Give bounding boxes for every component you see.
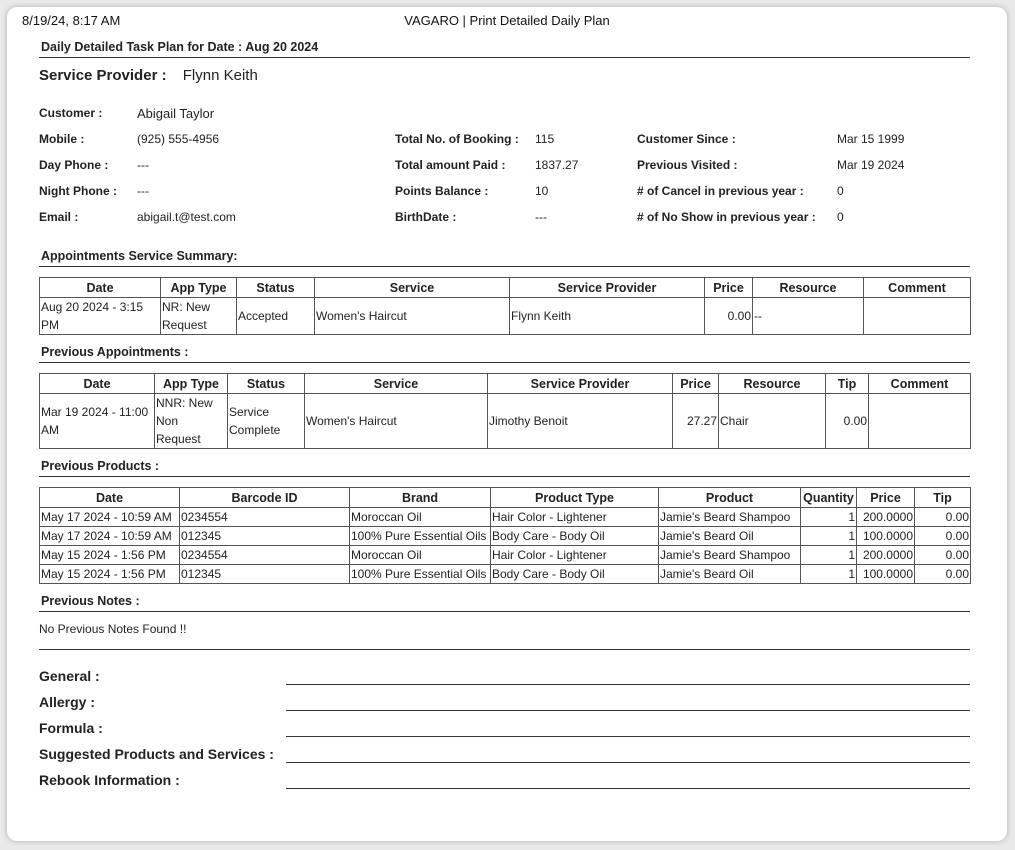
table-header: Service: [305, 374, 488, 394]
table-cell: 0.00: [826, 394, 869, 449]
print-datetime: 8/19/24, 8:17 AM: [22, 13, 121, 28]
table-header: Date: [40, 374, 155, 394]
table-header: Price: [857, 488, 915, 508]
table-row: [40, 394, 971, 449]
service-provider-name: Flynn Keith: [182, 67, 258, 84]
table-cell: Accepted: [237, 298, 315, 335]
table-header: Resource: [719, 374, 826, 394]
table-header: App Type: [155, 374, 228, 394]
suggested-label: Suggested Products and Services :: [39, 746, 274, 762]
formula-label: Formula :: [39, 720, 103, 736]
prev-visited-label: Previous Visited :: [637, 158, 738, 172]
general-label: General :: [39, 668, 100, 684]
table-header: Brand: [350, 488, 491, 508]
table-header: Date: [40, 278, 161, 298]
rebook-field: [39, 766, 970, 792]
prev-visited-value: Mar 19 2024: [837, 158, 905, 172]
email-value: abigail.t@test.com: [137, 210, 236, 224]
table-cell: 200.0000: [857, 508, 915, 527]
table-cell: 0234554: [180, 508, 350, 527]
table-header: Status: [237, 278, 315, 298]
prev-products-title: Previous Products :: [39, 459, 970, 477]
table-cell: --: [753, 298, 864, 335]
table-header: Price: [673, 374, 719, 394]
night-phone-value: ---: [137, 184, 149, 198]
table-cell: 100% Pure Essential Oils: [350, 565, 491, 584]
table-header: Status: [228, 374, 305, 394]
table-cell: 0.00: [705, 298, 753, 335]
appt-summary-header-row: [40, 278, 971, 298]
noshow-count-value: 0: [837, 210, 844, 224]
night-phone-label: Night Phone :: [39, 184, 117, 198]
table-cell: 1: [801, 546, 857, 565]
table-cell: [869, 394, 971, 449]
table-cell: Jamie's Beard Oil: [659, 527, 801, 546]
table-cell: 100.0000: [857, 565, 915, 584]
table-header: Service: [315, 278, 510, 298]
total-booking-value: 115: [535, 132, 555, 146]
birthdate-label: BirthDate :: [395, 210, 457, 224]
table-cell: 0.00: [915, 527, 971, 546]
table-cell: Jamie's Beard Shampoo: [659, 546, 801, 565]
cancel-count-label: # of Cancel in previous year :: [637, 184, 804, 198]
customer-since-label: Customer Since :: [637, 132, 736, 146]
table-cell: Body Care - Body Oil: [491, 527, 659, 546]
table-cell: 0.00: [915, 546, 971, 565]
table-header: Barcode ID: [180, 488, 350, 508]
table-header: Resource: [753, 278, 864, 298]
print-title: VAGARO | Print Detailed Daily Plan: [404, 13, 610, 28]
cancel-count-value: 0: [837, 184, 844, 198]
appt-summary-table: [39, 277, 971, 335]
table-cell: 0.00: [915, 508, 971, 527]
formula-line: [286, 736, 970, 737]
allergy-line: [286, 710, 970, 711]
table-cell: Chair: [719, 394, 826, 449]
table-header: Service Provider: [510, 278, 705, 298]
customer-info: [39, 84, 970, 226]
table-cell: 1: [801, 565, 857, 584]
table-cell: 27.27: [673, 394, 719, 449]
mobile-label: Mobile :: [39, 132, 85, 146]
prev-notes-title: Previous Notes :: [39, 594, 970, 612]
plan-content: [39, 40, 970, 792]
table-row: [40, 546, 971, 565]
customer-label: Customer :: [39, 106, 103, 120]
table-cell: Women's Haircut: [305, 394, 488, 449]
table-cell: 1: [801, 527, 857, 546]
table-cell: 1: [801, 508, 857, 527]
table-header: Service Provider: [488, 374, 673, 394]
table-cell: [864, 298, 971, 335]
table-header: Date: [40, 488, 180, 508]
points-label: Points Balance :: [395, 184, 489, 198]
print-sheet: [7, 7, 1007, 841]
prev-appts-title: Previous Appointments :: [39, 345, 970, 363]
prev-appts-table: [39, 373, 971, 449]
table-cell: 100% Pure Essential Oils: [350, 527, 491, 546]
day-phone-value: ---: [137, 158, 149, 172]
table-header: Product Type: [491, 488, 659, 508]
table-header: Tip: [915, 488, 971, 508]
noshow-count-label: # of No Show in previous year :: [637, 210, 816, 224]
table-row: [40, 508, 971, 527]
table-cell: May 15 2024 - 1:56 PM: [40, 546, 180, 565]
table-header: Tip: [826, 374, 869, 394]
table-row: [40, 298, 971, 335]
table-cell: 012345: [180, 527, 350, 546]
day-phone-label: Day Phone :: [39, 158, 109, 172]
allergy-field: [39, 688, 970, 714]
service-provider: [39, 67, 970, 84]
table-cell: Hair Color - Lightener: [491, 508, 659, 527]
table-header: Comment: [864, 278, 971, 298]
table-cell: Moroccan Oil: [350, 546, 491, 565]
customer-name: Abigail Taylor: [137, 106, 215, 121]
table-header: Price: [705, 278, 753, 298]
table-header: Quantity: [801, 488, 857, 508]
table-cell: May 17 2024 - 10:59 AM: [40, 508, 180, 527]
table-cell: Hair Color - Lightener: [491, 546, 659, 565]
table-header: Product: [659, 488, 801, 508]
total-paid-value: 1837.27: [535, 158, 579, 172]
table-cell: May 17 2024 - 10:59 AM: [40, 527, 180, 546]
suggested-field: [39, 740, 970, 766]
service-provider-label: Service Provider :: [39, 67, 167, 84]
table-cell: Moroccan Oil: [350, 508, 491, 527]
table-cell: Mar 19 2024 - 11:00 AM: [40, 394, 155, 449]
birthdate-value: ---: [535, 210, 547, 224]
table-cell: Aug 20 2024 - 3:15 PM: [40, 298, 161, 335]
general-line: [286, 684, 970, 685]
mobile-value: (925) 555-4956: [137, 132, 220, 146]
customer-since-value: Mar 15 1999: [837, 132, 905, 146]
allergy-label: Allergy :: [39, 694, 96, 710]
rebook-label: Rebook Information :: [39, 772, 180, 788]
table-cell: 0.00: [915, 565, 971, 584]
total-booking-label: Total No. of Booking :: [395, 132, 519, 146]
table-cell: 012345: [180, 565, 350, 584]
table-cell: Body Care - Body Oil: [491, 565, 659, 584]
total-paid-label: Total amount Paid :: [395, 158, 506, 172]
table-cell: 200.0000: [857, 546, 915, 565]
prev-appts-header-row: [40, 374, 971, 394]
prev-notes-text: No Previous Notes Found !!: [39, 622, 187, 636]
table-row: [40, 565, 971, 584]
suggested-line: [286, 762, 970, 763]
table-cell: 100.0000: [857, 527, 915, 546]
table-cell: Women's Haircut: [315, 298, 510, 335]
table-cell: NR: New Request: [161, 298, 237, 335]
rebook-line: [286, 788, 970, 789]
email-label: Email :: [39, 210, 79, 224]
table-cell: Service Complete: [228, 394, 305, 449]
table-cell: NNR: New Non Request: [155, 394, 228, 449]
table-header: App Type: [161, 278, 237, 298]
general-field: [39, 662, 970, 688]
table-row: [40, 527, 971, 546]
table-cell: Flynn Keith: [510, 298, 705, 335]
table-cell: Jimothy Benoit: [488, 394, 673, 449]
table-cell: May 15 2024 - 1:56 PM: [40, 565, 180, 584]
prev-products-table: [39, 487, 971, 584]
table-cell: Jamie's Beard Shampoo: [659, 508, 801, 527]
formula-field: [39, 714, 970, 740]
prev-products-header-row: [40, 488, 971, 508]
table-cell: Jamie's Beard Oil: [659, 565, 801, 584]
table-cell: 0234554: [180, 546, 350, 565]
points-value: 10: [535, 184, 549, 198]
appt-summary-title: Appointments Service Summary:: [39, 249, 970, 267]
plan-title: Daily Detailed Task Plan for Date : Aug 20 2024: [39, 40, 970, 58]
table-header: Comment: [869, 374, 971, 394]
